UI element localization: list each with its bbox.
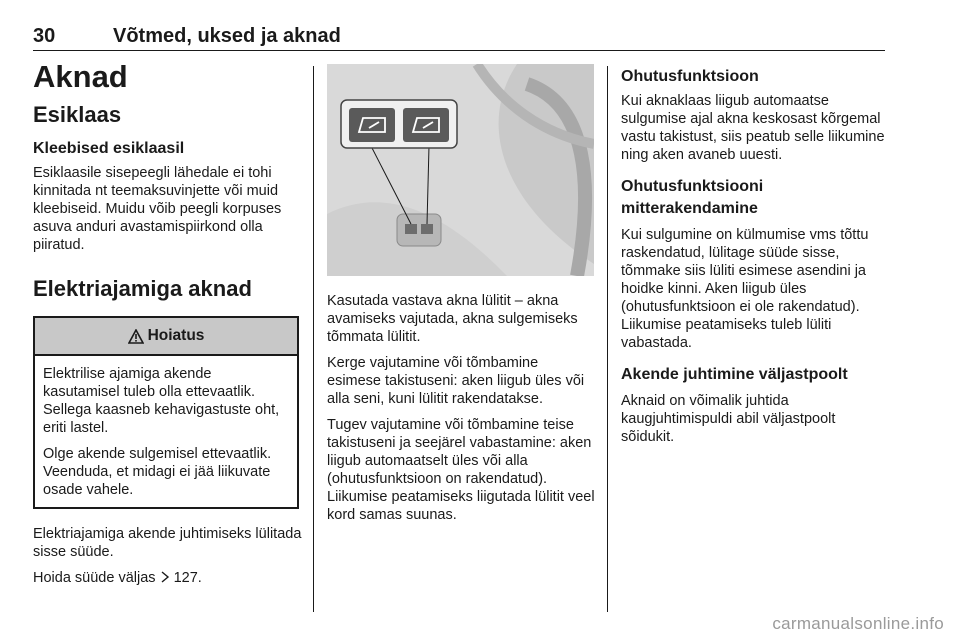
body-paragraph: Kui sulgumine on külmumise vms tõttu raskendatud, lülitage süüde sisse, tõmmake siis lüliti esimese asendini ja hoidke kinni. Aken liigub üles (ohutusfunktsioon ei ole rakendatud). Liikumise peatamiseks tuleb lüliti vabastada. bbox=[621, 227, 869, 351]
topic-heading: Akende juhtimine väljastpoolt bbox=[621, 366, 848, 383]
column-middle bbox=[327, 58, 595, 524]
warning-header bbox=[35, 318, 297, 356]
chapter-title: Võtmed, uksed ja aknad bbox=[113, 25, 341, 47]
column-right bbox=[621, 58, 886, 446]
column-divider bbox=[313, 66, 314, 612]
window-switch-photo bbox=[327, 64, 594, 276]
page-reference-arrow-icon bbox=[160, 571, 170, 583]
watermark: carmanualsonline.info bbox=[772, 614, 944, 633]
warning-title: Hoiatus bbox=[147, 327, 205, 344]
column-left bbox=[33, 58, 303, 587]
section-heading: Aknad bbox=[33, 59, 128, 94]
body-paragraph: Kerge vajutamine või tõmbamine esimese takistuseni: aken liigub üles või alla seni, kuni lülitit rakendatakse. bbox=[327, 355, 585, 407]
topic-heading: Ohutusfunktsiooni mitterakendamine bbox=[621, 178, 764, 217]
window-switch-illustration bbox=[327, 64, 594, 276]
warning-paragraph: Elektrilise ajamiga akende kasutamisel tuleb olla ettevaatlik. Sellega kaasneb kehavigastuste oht, eriti lastel. bbox=[43, 366, 280, 436]
body-paragraph: Esiklaasile sisepeegli lähedale ei tohi kinnitada nt teemaksuvinjette või muid kleebiseid. Muidu võib peegli korpuses asuva anduri avastamispiirkond olla piiratud. bbox=[33, 165, 282, 253]
body-paragraph: Tugev vajutamine või tõmbamine teise takistuseni ja seejärel vabastamine: aken liigub automaatselt üles või alla (ohutusfunktsioon on rakendatud). Liikumise peatamiseks liigutada lülitit veel kord samas suunas. bbox=[327, 417, 595, 523]
body-paragraph: Elektriajamiga akende juhtimiseks lülitada sisse süüde. bbox=[33, 526, 302, 560]
body-paragraph: Kasutada vastava akna lülitit – akna avamiseks vajutada, akna sulgemiseks tõmmata lülitit. bbox=[327, 293, 578, 345]
reference-text: Hoida süüde väljas bbox=[33, 570, 156, 586]
cross-reference[interactable] bbox=[33, 569, 303, 587]
page-number: 30 bbox=[33, 25, 56, 47]
topic-heading: Kleebised esiklaasil bbox=[33, 140, 185, 157]
column-divider bbox=[607, 66, 608, 612]
body-paragraph: Kui aknaklaas liigub automaatse sulgumise ajal akna keskosast kõrgemal vastu takistust, siis peatub selle liikumine ning aken avaneb uuesti. bbox=[621, 93, 885, 163]
reference-page: 127. bbox=[173, 570, 202, 586]
topic-heading: Ohutusfunktsioon bbox=[621, 68, 759, 85]
page-header bbox=[33, 26, 885, 51]
warning-box bbox=[33, 316, 299, 509]
subsection-heading: Esiklaas bbox=[33, 102, 122, 127]
body-paragraph: Aknaid on võimalik juhtida kaugjuhtimispuldi abil väljastpoolt sõidukit. bbox=[621, 393, 836, 445]
warning-paragraph: Olge akende sulgemisel ettevaatlik. Veenduda, et midagi ei jää liikuvate osade vahele. bbox=[43, 446, 272, 498]
subsection-heading: Elektriajamiga aknad bbox=[33, 276, 252, 301]
warning-triangle-icon bbox=[128, 329, 144, 344]
